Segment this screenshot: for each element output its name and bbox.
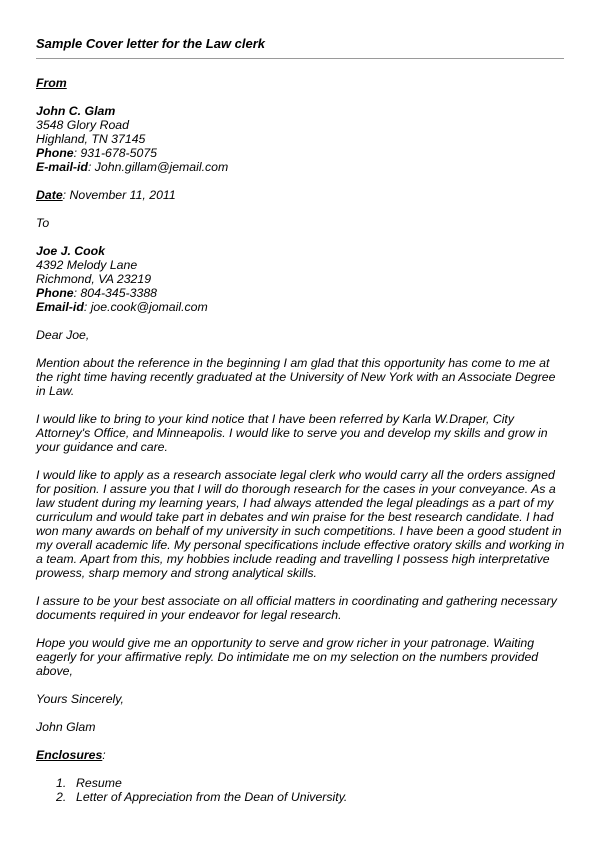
list-item (36, 776, 568, 790)
document-title: Sample Cover letter for the Law clerk (36, 36, 266, 51)
sender-phone-value: 931-678-5075 (80, 146, 158, 160)
recipient-city: Richmond, VA 23219 (36, 272, 152, 286)
recipient-name: Joe J. Cook (36, 244, 106, 258)
enclosures-list (36, 776, 568, 804)
recipient-street: 4392 Melody Lane (36, 258, 138, 272)
sender-street: 3548 Glory Road (36, 118, 129, 132)
sender-name: John C. Glam (36, 104, 116, 118)
enclosures-label: Enclosures (36, 748, 103, 762)
recipient-email-value: joe.cook@jomail.com (90, 300, 208, 314)
recipient-phone: Phone: 804-345-3388 (36, 286, 158, 300)
recipient-phone-value: 804-345-3388 (80, 286, 158, 300)
signature-name: John Glam (36, 720, 96, 734)
paragraph: Hope you would give me an opportunity to serve and grow richer in your patronage. Waiting eagerly for your affirmative reply. Do intimidate me on my selection on the numbers provided above, (36, 636, 539, 678)
from-heading: From (36, 76, 67, 90)
sender-email-value: John.gillam@jemail.com (94, 160, 229, 174)
to-label: To (36, 216, 50, 230)
title-divider (36, 58, 564, 59)
sender-email-label: E-mail-id (36, 160, 88, 174)
list-item-text: Resume (76, 776, 122, 790)
list-item (36, 790, 568, 804)
list-item-text: Letter of Appreciation from the Dean of University. (76, 790, 348, 804)
sender-email: E-mail-id: John.gillam@jemail.com (36, 160, 229, 174)
date-line: Date: November 11, 2011 (36, 188, 176, 202)
recipient-phone-label: Phone (36, 286, 74, 300)
list-item-number: 1. (56, 776, 67, 790)
sender-phone: Phone: 931-678-5075 (36, 146, 158, 160)
recipient-email: Email-id: joe.cook@jomail.com (36, 300, 208, 314)
date-label: Date (36, 188, 63, 202)
recipient-email-label: Email-id (36, 300, 84, 314)
salutation: Dear Joe, (36, 328, 90, 342)
sender-phone-label: Phone (36, 146, 74, 160)
list-item-number: 2. (56, 790, 67, 804)
sender-city: Highland, TN 37145 (36, 132, 146, 146)
closing: Yours Sincerely, (36, 692, 124, 706)
date-value: November 11, 2011 (69, 188, 176, 202)
enclosures-heading: Enclosures: (36, 748, 106, 762)
paragraph: I assure to be your best associate on all official matters in coordinating and gathering necessary documents required in your endeavor for legal research. (36, 594, 557, 622)
paragraph: I would like to apply as a research associate legal clerk who would carry all the orders assigned for position. I assure you that I will do thorough research for the cases in your conveyance. As a law student during my learning years, I had always attended the legal pleadings as a part of my curriculum and would take part in debates and win praise for the best research candidate. I had won many awards on behalf of my university in such competitions. I have been a good student in my overall academic life. My personal specifications include effective oratory skills and working in a team. Apart from this, my hobbies include reading and travelling I possess high interpretative prowess, sharp memory and strong analytical skills. (36, 468, 565, 580)
paragraph: I would like to bring to your kind notice that I have been referred by Karla W.Draper, City Attorney's Office, and Minneapolis. I would like to serve you and develop my skills and grow in your guidance and care. (36, 412, 548, 454)
paragraph: Mention about the reference in the beginning I am glad that this opportunity has come to me at the right time having recently graduated at the University of New York with an Associate Degree in Law. (36, 356, 556, 398)
letter-body (36, 76, 568, 804)
